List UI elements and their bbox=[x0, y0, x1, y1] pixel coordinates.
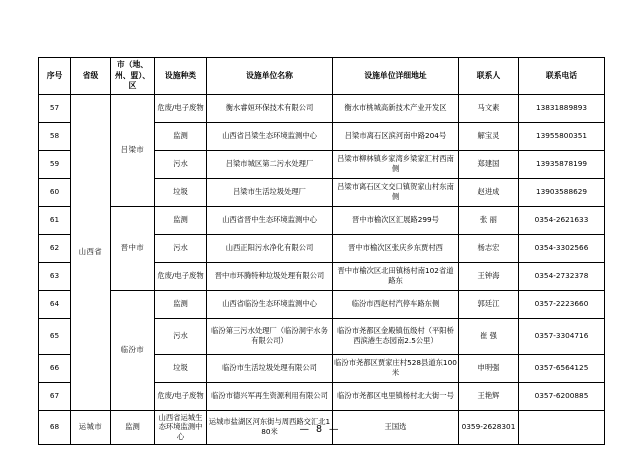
cell-index: 57 bbox=[39, 94, 71, 122]
column-header-index: 序号 bbox=[39, 58, 71, 95]
cell-facility-name: 山西正阳污水净化有限公司 bbox=[207, 234, 333, 262]
cell-facility-name: 山西省吕梁生态环境监测中心 bbox=[207, 122, 333, 150]
cell-facility-type: 污水 bbox=[155, 318, 207, 354]
cell-facility-address: 吕梁市离石区文交口镇贺家山村东南侧 bbox=[333, 178, 459, 206]
cell-phone: 13831889893 bbox=[519, 94, 605, 122]
column-header-facility-type: 设施种类 bbox=[155, 58, 207, 95]
cell-facility-address: 晋中市榆次区汇展路299号 bbox=[333, 206, 459, 234]
facilities-table-container bbox=[38, 57, 604, 445]
cell-facility-type: 监测 bbox=[155, 122, 207, 150]
cell-contact: 王钟海 bbox=[459, 262, 519, 290]
cell-phone: 13955800351 bbox=[519, 122, 605, 150]
cell-facility-type: 危废/电子废物 bbox=[155, 382, 207, 410]
cell-facility-type: 污水 bbox=[155, 150, 207, 178]
page-number: — 8 — bbox=[299, 424, 341, 435]
cell-phone: 13903588629 bbox=[519, 178, 605, 206]
cell-facility-address: 运城市盐湖区河东街与周西路交汇北180米 bbox=[207, 410, 333, 445]
table-body bbox=[39, 94, 605, 445]
cell-facility-type: 监测 bbox=[111, 410, 155, 445]
cell-facility-address: 吕梁市柳林镇乡家湾乡梁家汇村西南侧 bbox=[333, 150, 459, 178]
column-header-facility-name: 设施单位名称 bbox=[207, 58, 333, 95]
cell-phone: 0354-2732378 bbox=[519, 262, 605, 290]
cell-index: 63 bbox=[39, 262, 71, 290]
cell-index: 66 bbox=[39, 354, 71, 382]
table-row bbox=[39, 206, 605, 234]
cell-facility-type: 监测 bbox=[155, 290, 207, 318]
cell-facility-address: 衡水市桃城高新技术产业开发区 bbox=[333, 94, 459, 122]
cell-phone: 0354-2621633 bbox=[519, 206, 605, 234]
cell-contact: 崔 强 bbox=[459, 318, 519, 354]
cell-facility-address: 晋中市榆次区北田镇杨村南102省道路东 bbox=[333, 262, 459, 290]
cell-province: 山西省 bbox=[71, 94, 111, 410]
cell-facility-address: 临汾市西赵村汽停车路东侧 bbox=[333, 290, 459, 318]
cell-index: 68 bbox=[39, 410, 71, 445]
cell-facility-name: 吕梁市生活垃圾处理厂 bbox=[207, 178, 333, 206]
cell-phone: 0357-6564125 bbox=[519, 354, 605, 382]
cell-index: 64 bbox=[39, 290, 71, 318]
cell-facility-name: 山西省晋中生态环境监测中心 bbox=[207, 206, 333, 234]
cell-contact: 王国选 bbox=[333, 410, 459, 445]
table-row bbox=[39, 94, 605, 122]
cell-city: 晋中市 bbox=[111, 206, 155, 290]
cell-city: 运城市 bbox=[71, 410, 111, 445]
cell-contact: 杨志宏 bbox=[459, 234, 519, 262]
cell-phone: 0357-3304716 bbox=[519, 318, 605, 354]
cell-contact: 郑建国 bbox=[459, 150, 519, 178]
cell-facility-type: 危废/电子废物 bbox=[155, 262, 207, 290]
cell-facility-address: 晋中市榆次区张庆乡东贾村西 bbox=[333, 234, 459, 262]
cell-phone: 0359-2628301 bbox=[459, 410, 519, 445]
column-header-phone: 联系电话 bbox=[519, 58, 605, 95]
cell-facility-type: 垃圾 bbox=[155, 178, 207, 206]
cell-index: 61 bbox=[39, 206, 71, 234]
cell-facility-address: 吕梁市离石区滨河南中路204号 bbox=[333, 122, 459, 150]
cell-facility-address: 临汾市尧都区贾家庄村528县道东100米 bbox=[333, 354, 459, 382]
cell-index: 65 bbox=[39, 318, 71, 354]
table-header bbox=[39, 58, 605, 95]
column-header-facility-address: 设施单位详细地址 bbox=[333, 58, 459, 95]
column-header-city: 市（地、州、盟）、区 bbox=[111, 58, 155, 95]
cell-index: 62 bbox=[39, 234, 71, 262]
cell-contact: 马文素 bbox=[459, 94, 519, 122]
cell-facility-address: 临汾市尧都区金殿镇伍级村（平阳桥西滨港生态园南2.5公里） bbox=[333, 318, 459, 354]
cell-index: 67 bbox=[39, 382, 71, 410]
cell-facility-type: 监测 bbox=[155, 206, 207, 234]
cell-phone: 0354-3302566 bbox=[519, 234, 605, 262]
column-header-contact: 联系人 bbox=[459, 58, 519, 95]
cell-facility-name: 临汾市德兴军再生资源利用有限公司 bbox=[207, 382, 333, 410]
cell-phone: 0357-2223660 bbox=[519, 290, 605, 318]
cell-index: 59 bbox=[39, 150, 71, 178]
column-header-province: 省级 bbox=[71, 58, 111, 95]
cell-contact: 申明强 bbox=[459, 354, 519, 382]
cell-facility-name: 临汾第三污水处理厂（临汾洞宇水务有限公司） bbox=[207, 318, 333, 354]
cell-contact: 王艳辉 bbox=[459, 382, 519, 410]
cell-contact: 张 丽 bbox=[459, 206, 519, 234]
cell-city: 吕梁市 bbox=[111, 94, 155, 206]
cell-phone: 13935878199 bbox=[519, 150, 605, 178]
cell-facility-name: 临汾市生活垃圾处理有限公司 bbox=[207, 354, 333, 382]
cell-facility-type: 危废/电子废物 bbox=[155, 94, 207, 122]
cell-facility-address: 临汾市尧都区电里镇杨村北大街一号 bbox=[333, 382, 459, 410]
table-row bbox=[39, 290, 605, 318]
cell-contact: 郭廷江 bbox=[459, 290, 519, 318]
cell-facility-name: 山西省临汾生态环境监测中心 bbox=[207, 290, 333, 318]
cell-facility-type: 垃圾 bbox=[155, 354, 207, 382]
cell-facility-name: 吕梁市城区第二污水处理厂 bbox=[207, 150, 333, 178]
cell-facility-name: 衡水睿姮环保技术有限公司 bbox=[207, 94, 333, 122]
cell-city: 临汾市 bbox=[111, 290, 155, 410]
cell-facility-name: 晋中市环腾特种垃圾处理有限公司 bbox=[207, 262, 333, 290]
cell-index: 58 bbox=[39, 122, 71, 150]
cell-contact: 解宝灵 bbox=[459, 122, 519, 150]
cell-index: 60 bbox=[39, 178, 71, 206]
cell-phone: 0357-6200885 bbox=[519, 382, 605, 410]
cell-contact: 赵进成 bbox=[459, 178, 519, 206]
cell-facility-name: 山西省运城生态环境监测中心 bbox=[155, 410, 207, 445]
table-header-row bbox=[39, 58, 605, 95]
facilities-table bbox=[38, 57, 605, 445]
cell-facility-type: 污水 bbox=[155, 234, 207, 262]
